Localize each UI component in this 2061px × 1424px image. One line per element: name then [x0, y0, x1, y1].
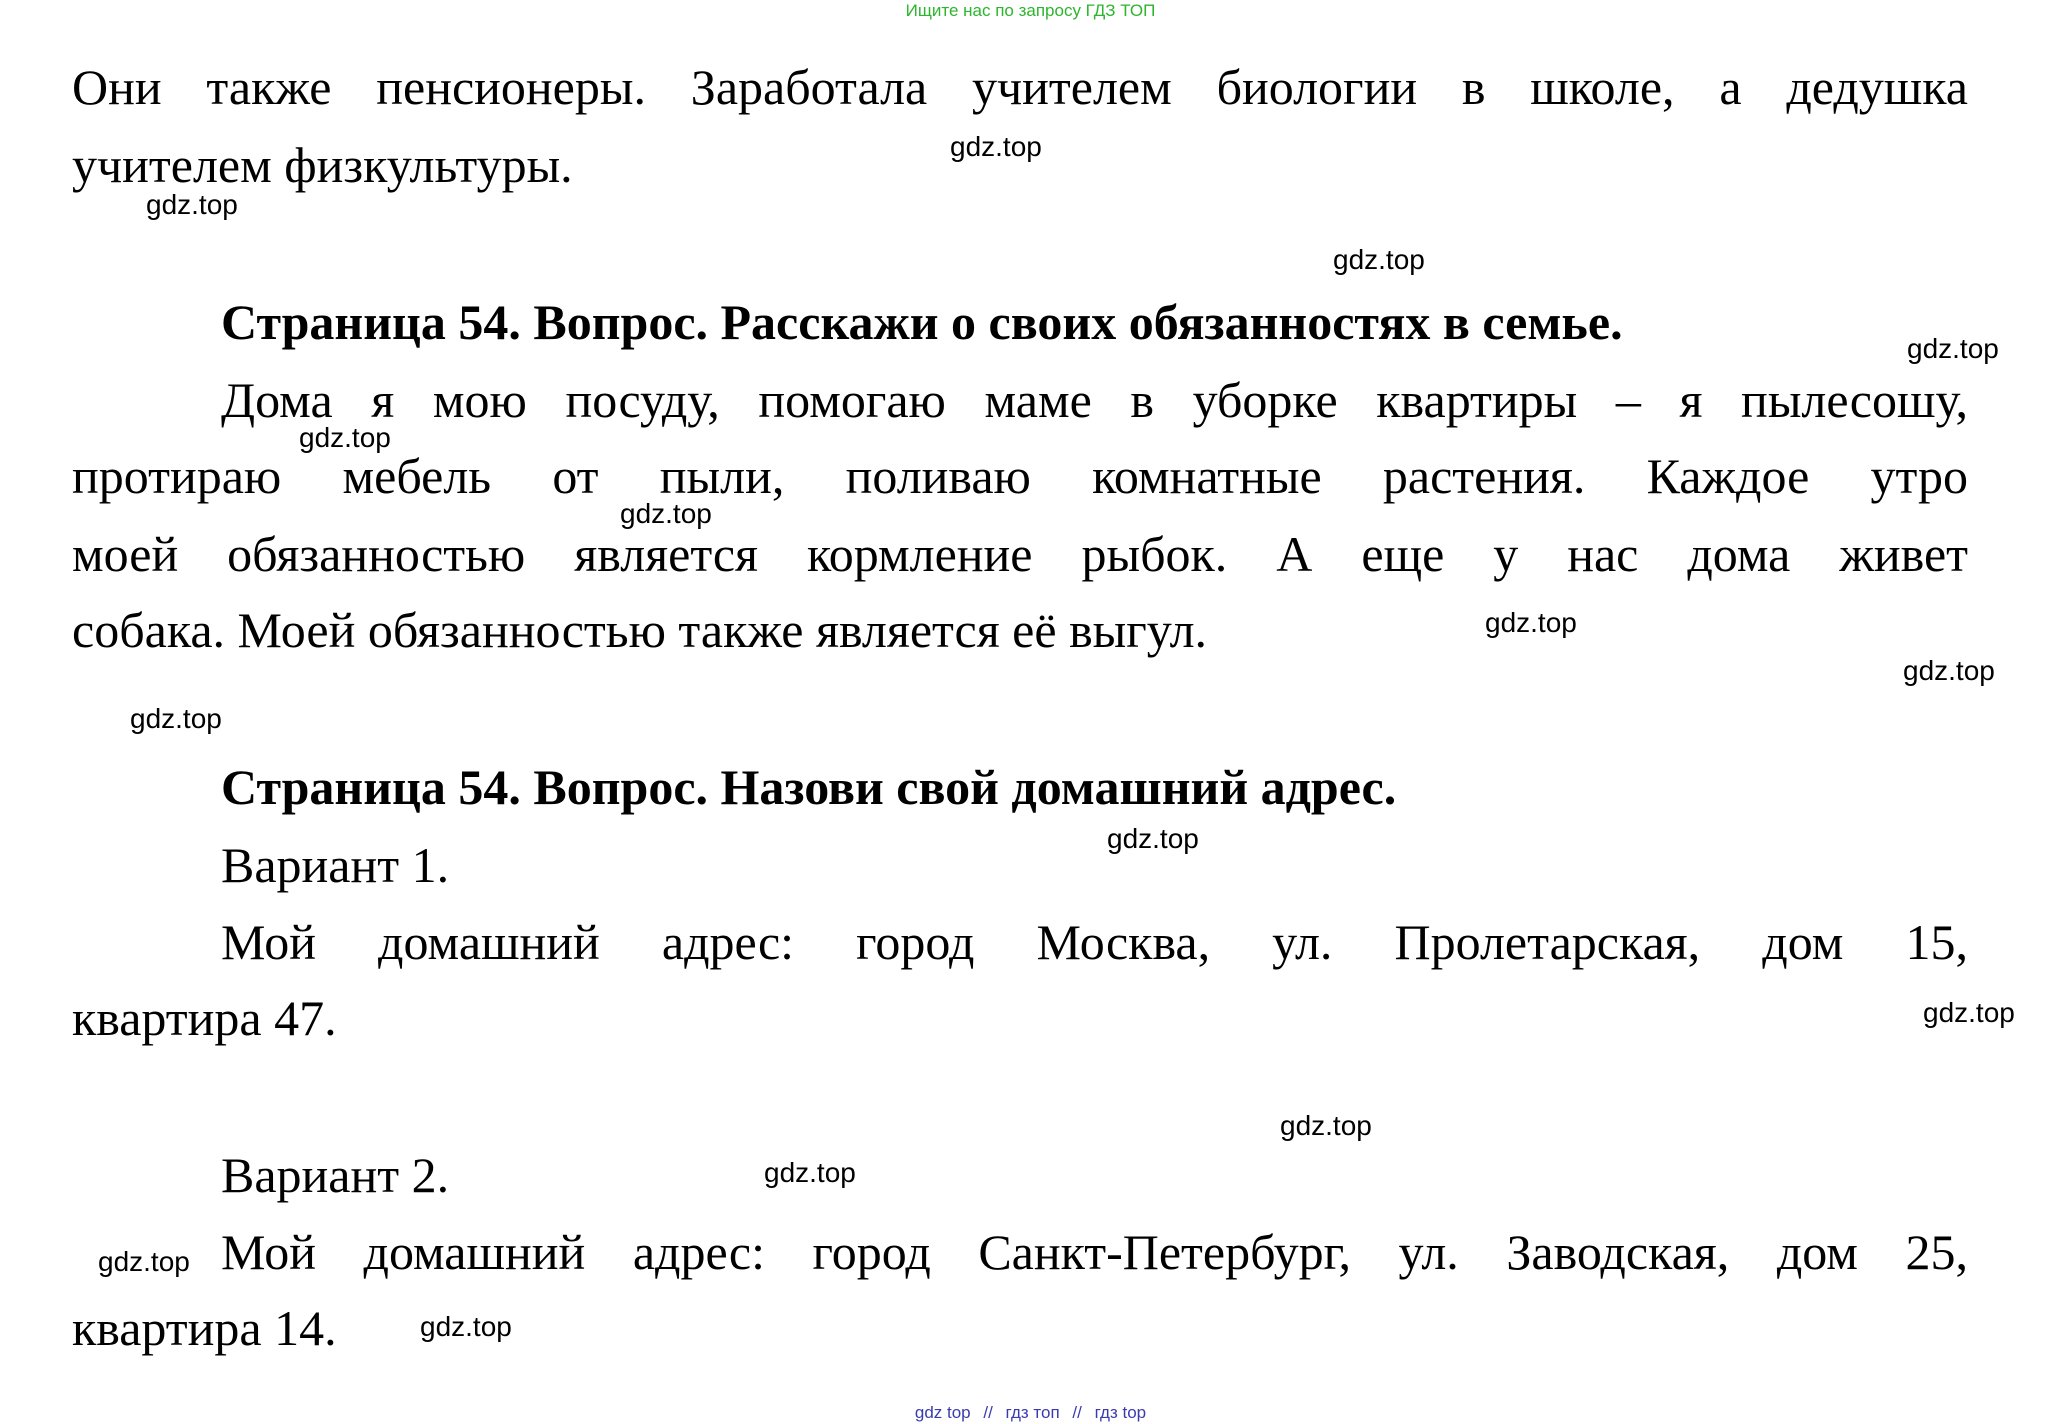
watermark: gdz.top [1333, 244, 1425, 275]
section1-line-1: Дома я мою посуду, помогаю маме в уборке квартиры – я пылесошу, [221, 372, 1968, 428]
watermark: gdz.top [98, 1246, 190, 1277]
footer-link-gdz-top-mixed[interactable]: гдз top [1094, 1403, 1147, 1422]
watermark: gdz.top [1923, 997, 2015, 1028]
footer-link-gdz-top-ru[interactable]: гдз топ [1005, 1403, 1060, 1422]
search-hint-banner: Ищите нас по запросу ГДЗ ТОП [905, 1, 1156, 20]
variant2-address-line-1: Мой домашний адрес: город Санкт-Петербург, ул. Заводская, дом 25, [221, 1224, 1968, 1280]
watermark: gdz.top [1485, 607, 1577, 638]
footer-link-gdz-top[interactable]: gdz top [914, 1403, 971, 1422]
footer-separator: // [983, 1403, 993, 1422]
watermark: gdz.top [1280, 1110, 1372, 1141]
variant1-address-line-2: квартира 47. [72, 990, 337, 1046]
variant1-label: Вариант 1. [221, 837, 450, 893]
variant1-address-line-1: Мой домашний адрес: город Москва, ул. Пролетарская, дом 15, [221, 914, 1968, 970]
watermark: gdz.top [620, 498, 712, 529]
watermark: gdz.top [1907, 333, 1999, 364]
footer-links [0, 1402, 2061, 1424]
watermark: gdz.top [130, 703, 222, 734]
section1-line-3: моей обязанностью является кормление рыбок. А еще у нас дома живет [72, 526, 1968, 582]
section1-heading: Страница 54. Вопрос. Расскажи о своих обязанностях в семье. [221, 294, 1623, 350]
section1-line-4: собака. Моей обязанностью также является её выгул. [72, 602, 1208, 658]
watermark: gdz.top [764, 1157, 856, 1188]
watermark: gdz.top [1107, 823, 1199, 854]
intro-line-2: учителем физкультуры. [72, 137, 573, 193]
section2-heading: Страница 54. Вопрос. Назови свой домашний адрес. [221, 759, 1397, 815]
section1-line-2: протираю мебель от пыли, поливаю комнатные растения. Каждое утро [72, 448, 1968, 504]
watermark: gdz.top [950, 131, 1042, 162]
watermark: gdz.top [420, 1311, 512, 1342]
intro-line-1: Они также пенсионеры. Заработала учителем биологии в школе, а дедушка [72, 59, 1968, 115]
footer-separator: // [1072, 1403, 1082, 1422]
variant2-label: Вариант 2. [221, 1147, 450, 1203]
watermark: gdz.top [146, 189, 238, 220]
watermark: gdz.top [1903, 655, 1995, 686]
watermark: gdz.top [299, 422, 391, 453]
variant2-address-line-2: квартира 14. [72, 1300, 337, 1356]
